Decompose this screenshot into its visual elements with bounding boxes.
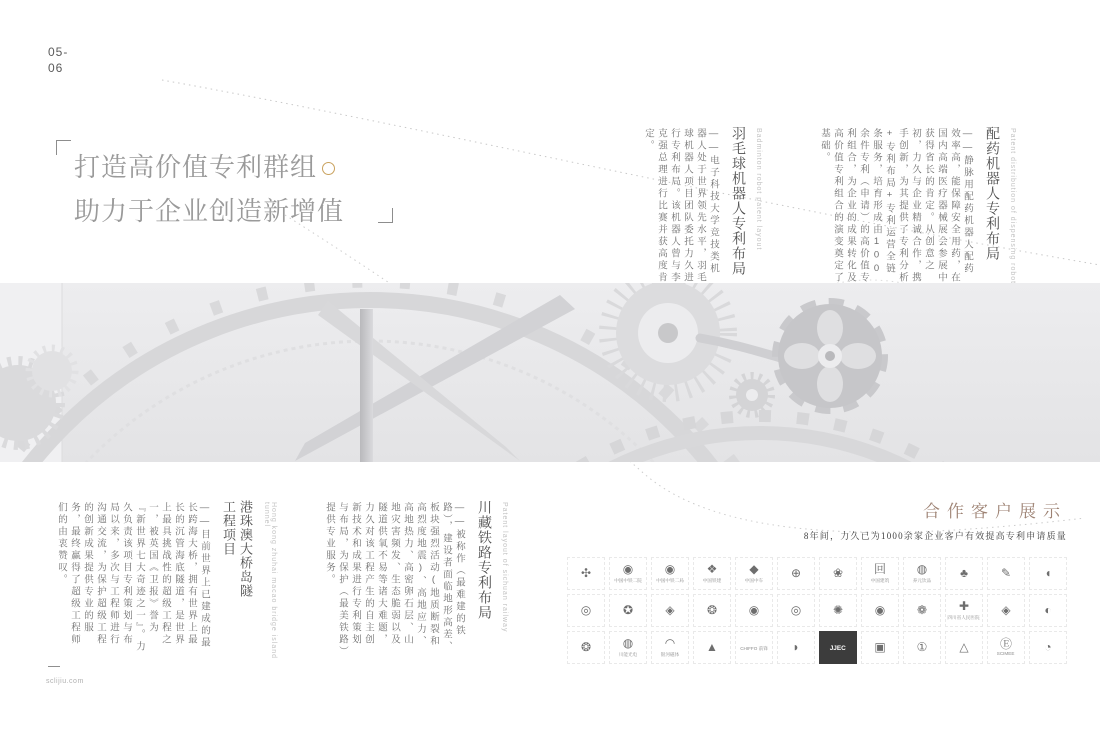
headline-open-bracket [56, 140, 71, 155]
client-logo [861, 631, 899, 664]
client-logo [567, 631, 605, 664]
client-logo [945, 631, 983, 664]
client-logo-glyph: ◎ [790, 603, 802, 618]
client-logo-glyph: ◉ [748, 603, 760, 618]
client-logo-glyph: ✎ [1000, 566, 1012, 581]
article-body: ——静脉用配药机器人配药效率高，能保障安全用药，在国内高端医疗器械展会参展中获得省长的肯定。从创意之初，力久与企业精诚合作，携手创新，为其提供了专利分析+专利布局+专利运营全链条服务，培育形成由100余件专利（申请）的高价值专利组合，为企业的成果转化及高价值专利组合的演变奠定了基础。 [819, 128, 973, 284]
article-subtitle-en: Patent layout of sichuan railway [501, 502, 508, 633]
clients-subtitle: 8年间，力久已为1000余家企业客户有效提高专利申请质量 [803, 531, 1067, 541]
client-logo-label: 四川省人民医院 [947, 614, 981, 621]
article-title: 港珠澳大桥岛隧工程项目 [221, 500, 253, 598]
client-logo [945, 594, 983, 627]
client-logo [693, 557, 731, 590]
article-dispensing-robot [818, 126, 1016, 286]
top-articles [642, 126, 1016, 286]
client-logo-glyph: 回 [873, 562, 886, 577]
client-logo-glyph: ◗ [792, 640, 800, 655]
client-logo [903, 631, 941, 664]
client-logo-grid [565, 557, 1067, 664]
article-sichuan-railway [323, 500, 508, 654]
client-logo-glyph: ❀ [832, 566, 844, 581]
headline-line2: 助力于企业创造新增值 [74, 197, 345, 226]
client-logo-glyph: ◉ [874, 603, 886, 618]
clients-section [565, 497, 1067, 664]
client-logo [819, 631, 857, 664]
page-title [74, 146, 344, 234]
client-logo-glyph: ❁ [916, 603, 928, 618]
client-logo-glyph: ◐ [1044, 603, 1052, 618]
article-title: 羽毛球机器人专利布局 [730, 126, 745, 276]
headline-close-bracket [378, 208, 393, 223]
client-logo-glyph: ❂ [580, 640, 592, 655]
client-logo [609, 557, 647, 590]
client-logo-glyph: ✣ [580, 566, 592, 581]
client-logo-glyph: ❂ [706, 603, 718, 618]
client-logo [819, 594, 857, 627]
gears-artwork [0, 283, 1100, 462]
client-logo [945, 557, 983, 590]
client-logo-glyph: ✚ [958, 599, 970, 614]
client-logo-glyph: ✺ [832, 603, 844, 618]
client-logo [609, 594, 647, 627]
client-logo [1029, 631, 1067, 664]
client-logo-label: SCIMEE [997, 651, 1015, 658]
client-logo [693, 631, 731, 664]
client-logo-glyph: ❖ [706, 562, 718, 577]
article-badminton-robot [642, 126, 762, 286]
page-number-bottom: 06 [48, 61, 64, 75]
client-logo [777, 594, 815, 627]
clients-title: 合作客户展示 [923, 502, 1067, 521]
client-logo [861, 557, 899, 590]
client-logo-label: 养元饮品 [912, 577, 932, 584]
client-logo-glyph: ▲ [706, 640, 718, 655]
client-logo [987, 594, 1025, 627]
client-logo-label: JJEC [829, 644, 847, 652]
client-logo-glyph: ◍ [916, 562, 928, 577]
client-logo-glyph: ◖ [1044, 566, 1052, 581]
client-logo-glyph: ♣ [960, 566, 968, 581]
article-title: 配药机器人专利布局 [984, 126, 999, 261]
footer-url: sclijiu.com [46, 678, 84, 685]
client-logo-label: 中国建筑 [870, 577, 890, 584]
client-logo-label: 川能光电 [618, 651, 638, 658]
client-logo [861, 594, 899, 627]
client-logo-glyph: ◉ [664, 562, 676, 577]
client-logo-glyph: ◍ [622, 636, 634, 651]
client-logo [567, 594, 605, 627]
client-logo-label: 银河磁体 [660, 651, 680, 658]
client-logo-glyph: ✪ [622, 603, 634, 618]
client-logo-glyph: ◈ [665, 603, 675, 618]
article-body: ——目前世界上已建成的最长跨海大桥，拥有世界上最长的沉管海底隧道，是世界上最具挑战性的超级工程之一，被英国《卫报》誉为『新世界七大奇迹之一』。力久负责该项目专利策划与布局以来，多次与工程师进行沟通交流，为保护超级工程的创新成果提供专业的服务，最终赢得了超级工程师们的由衷赞叹。 [56, 502, 210, 654]
client-logo-glyph: ◈ [1001, 603, 1011, 618]
client-logo [987, 557, 1025, 590]
article-body: ——电子科技大学竞技类机器人处于世界领先水平，羽毛球机器人项目团队委托力久进行专利布局。该机器人曾与李克强总理进行比赛并获高度肯定。 [643, 128, 719, 284]
client-logo [903, 594, 941, 627]
client-logo-glyph: ◆ [749, 562, 759, 577]
article-subtitle-en: Patent distribution of dispensing robot [1009, 128, 1016, 285]
page-number [48, 44, 68, 76]
article-subtitle-en: Hong kong zhuhai macao bridge island tunnel [263, 502, 277, 660]
client-logo [1029, 557, 1067, 590]
article-subtitle-en: Badminton robot patent layout [755, 128, 762, 251]
client-logo-label: 中国中车 [744, 577, 764, 584]
headline-line1: 打造高价值专利群组 [74, 153, 318, 182]
client-logo [903, 557, 941, 590]
client-logo-label: CHIFFO 前锋 [740, 645, 768, 652]
client-logo [819, 557, 857, 590]
client-logo [1029, 594, 1067, 627]
client-logo-glyph: ◔ [1044, 640, 1052, 655]
article-title: 川藏铁路专利布局 [476, 500, 491, 620]
article-body: ——被称作（最难建的铁路），建设者面临地形高差、板块强烈活动(地质断裂和高烈度地震)、高地应力、高地热力、高密卵石层、山地灾害频发、生态脆弱以及隧道供氧不易等诸大难题，力久对该工程产生的自主创新技术和成果进行专利策划与布局，为保护（最美铁路）提供专业服务。 [324, 502, 465, 654]
client-logo [651, 631, 689, 664]
client-logo-glyph: ⊕ [790, 566, 802, 581]
client-logo-glyph: ◠ [664, 636, 676, 651]
client-logo-glyph: ◎ [580, 603, 592, 618]
client-logo [567, 557, 605, 590]
client-logo [777, 557, 815, 590]
client-logo-glyph: Ⓔ [999, 636, 1012, 651]
client-logo-glyph: ▣ [874, 640, 886, 655]
client-logo [735, 557, 773, 590]
footer-divider [48, 666, 60, 667]
headline-accent-circle [322, 162, 335, 175]
client-logo [693, 594, 731, 627]
bottom-articles [55, 500, 508, 672]
client-logo-glyph: △ [959, 640, 969, 655]
client-logo-glyph: ① [916, 640, 928, 655]
client-logo [987, 631, 1025, 664]
article-hzm-bridge [55, 500, 277, 672]
client-logo-glyph: ◉ [622, 562, 634, 577]
client-logo [651, 594, 689, 627]
client-logo-label: 中国铁建 [702, 577, 722, 584]
client-logo [777, 631, 815, 664]
client-logo [609, 631, 647, 664]
client-logo [651, 557, 689, 590]
client-logo-label: 中国中铁二院 [614, 577, 642, 584]
client-logo [735, 631, 773, 664]
client-logo-label: 中国中铁二局 [656, 577, 684, 584]
client-logo [735, 594, 773, 627]
page-number-top: 05- [48, 45, 69, 59]
